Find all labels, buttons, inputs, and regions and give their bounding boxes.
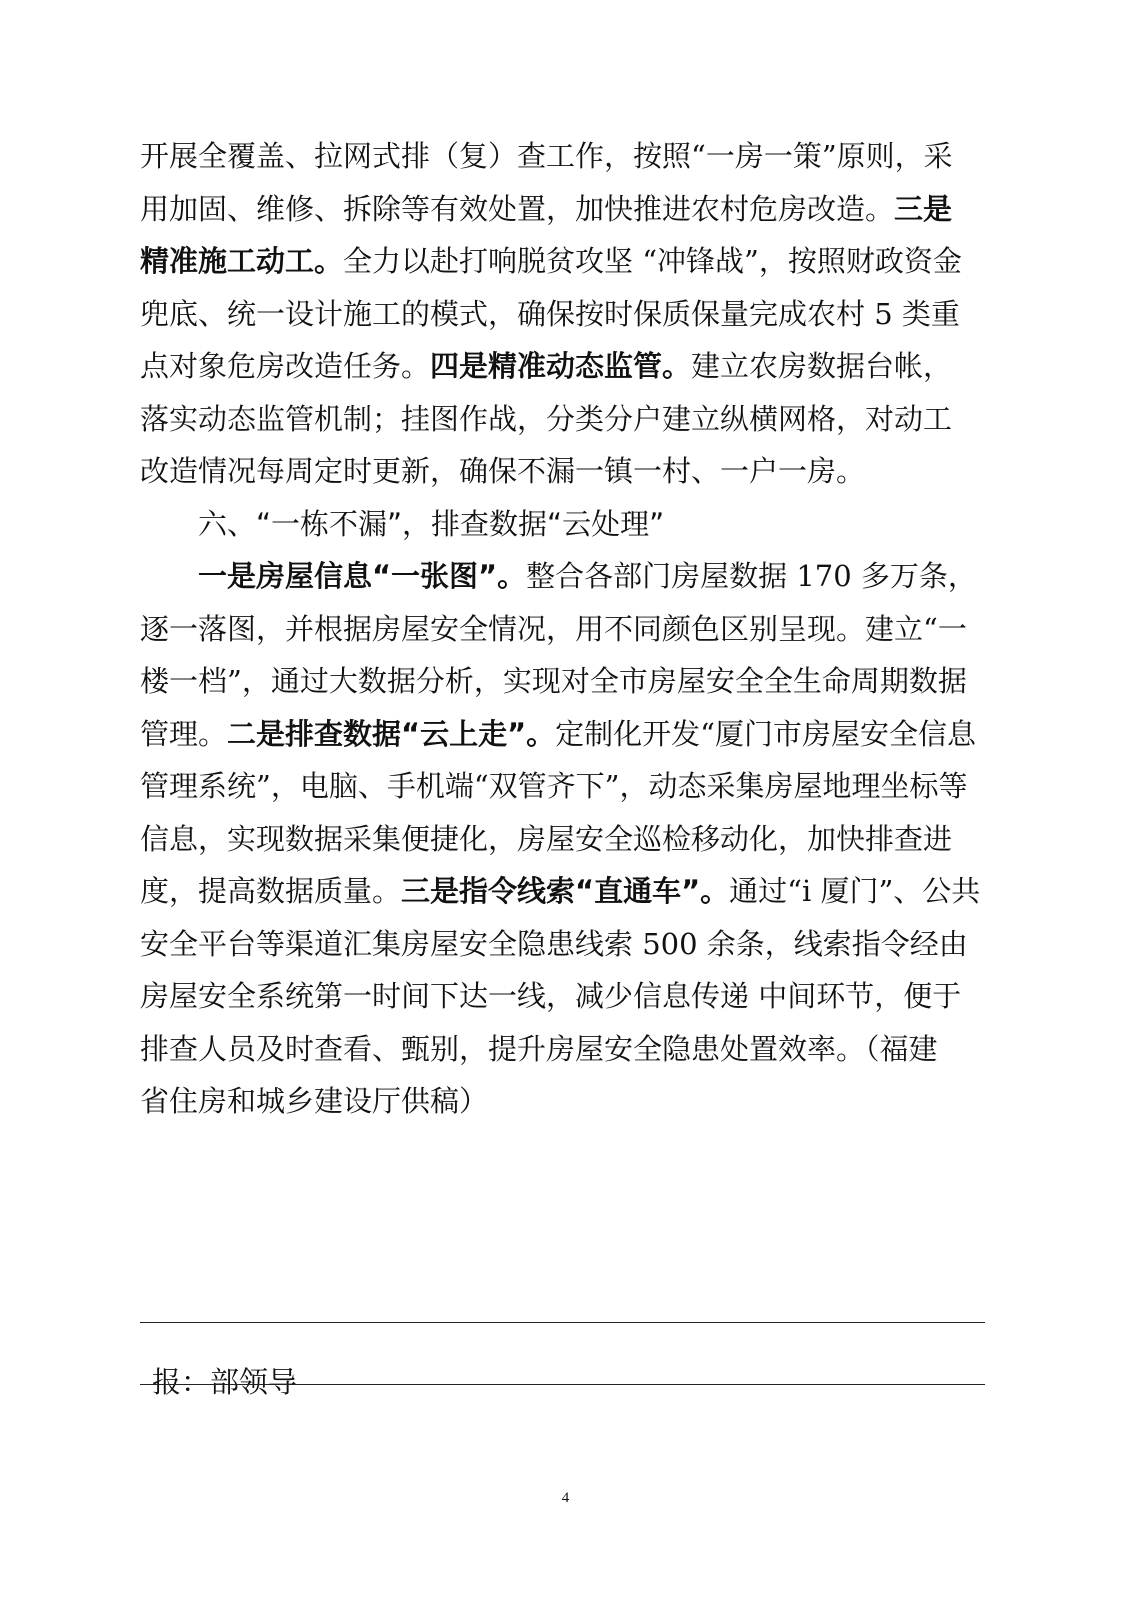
text-segment: 管理。 bbox=[140, 716, 228, 751]
text-segment: 度，提高数据质量。 bbox=[140, 874, 402, 908]
text-line bbox=[140, 235, 985, 287]
text-line bbox=[140, 813, 985, 865]
text-line bbox=[140, 655, 985, 707]
text-segment: 信息，实现数据采集便捷化，房屋安全巡检移动化，加快排查进 bbox=[140, 821, 953, 856]
bottom-divider bbox=[140, 1384, 985, 1385]
text-line bbox=[140, 708, 985, 760]
text-segment: 改造情况每周定时更新，确保不漏一镇一村、一户一房。 bbox=[140, 454, 866, 488]
bold-phrase: 二是排查数据“云上走”。 bbox=[227, 716, 556, 751]
bold-phrase: 精准施工动工。 bbox=[140, 244, 344, 278]
text-segment: 定制化开发“厦门市房屋安全信息 bbox=[555, 716, 976, 751]
text-line bbox=[198, 550, 985, 602]
text-segment: 管理系统”，电脑、手机端“双管齐下”，动态采集房屋地理坐标等 bbox=[140, 769, 968, 803]
report-recipients: 报：部领导 bbox=[152, 1365, 298, 1399]
text-line bbox=[140, 288, 985, 340]
text-segment: 点对象危房改造任务。 bbox=[140, 349, 431, 383]
text-segment: 六、“一栋不漏”，排查数据“云处理” bbox=[198, 506, 665, 541]
text-segment: 用加固、维修、拆除等有效处置，加快推进农村危房改造。 bbox=[140, 191, 895, 226]
text-segment: 通过“i 厦门”、公共 bbox=[729, 874, 981, 908]
bold-phrase: 三是 bbox=[894, 191, 953, 226]
bold-phrase: 四是精准动态监管。 bbox=[430, 349, 692, 383]
text-segment: 安全平台等渠道汇集房屋安全隐患线索 500 余条，线索指令经由 bbox=[140, 926, 968, 961]
text-segment: 排查人员及时查看、甄别，提升房屋安全隐患处置效率。（福建 bbox=[140, 1031, 938, 1066]
text-segment: 逐一落图，并根据房屋安全情况，用不同颜色区别呈现。建立“一 bbox=[140, 611, 967, 646]
text-segment: 省住房和城乡建设厅供稿） bbox=[140, 1084, 489, 1118]
text-segment: 建立农房数据台帐， bbox=[691, 349, 953, 383]
text-line bbox=[140, 865, 985, 917]
text-line bbox=[140, 1023, 985, 1075]
text-segment: 开展全覆盖、拉网式排（复）查工作，按照“一房一策”原则，采 bbox=[140, 139, 953, 173]
text-line bbox=[140, 970, 985, 1022]
text-line bbox=[140, 393, 985, 445]
text-line bbox=[140, 603, 985, 655]
text-segment: 整合各部门房屋数据 170 多万条， bbox=[526, 559, 977, 593]
text-line bbox=[140, 445, 985, 497]
text-segment: 落实动态监管机制；挂图作战，分类分户建立纵横网格，对动工 bbox=[140, 401, 953, 436]
text-segment: 全力以赴打响脱贫攻坚 “冲锋战”，按照财政资金 bbox=[343, 244, 962, 278]
bold-phrase: 一是房屋信息“一张图”。 bbox=[198, 559, 527, 593]
text-line bbox=[140, 183, 985, 235]
text-segment: 兜底、统一设计施工的模式，确保按时保质保量完成农村 5 类重 bbox=[140, 296, 960, 331]
page-number: 4 bbox=[561, 1490, 570, 1506]
text-line bbox=[140, 1075, 985, 1127]
section-heading bbox=[198, 498, 985, 550]
bold-phrase: 三是指令线索“直通车”。 bbox=[401, 874, 730, 908]
text-line bbox=[140, 760, 985, 812]
text-line bbox=[140, 340, 985, 392]
top-divider bbox=[140, 1322, 985, 1323]
text-line bbox=[140, 918, 985, 970]
text-segment: 楼一档”，通过大数据分析，实现对全市房屋安全全生命周期数据 bbox=[140, 664, 967, 698]
text-line bbox=[140, 130, 985, 182]
text-segment: 房屋安全系统第一时间下达一线，减少信息传递 中间环节，便于 bbox=[140, 979, 962, 1013]
